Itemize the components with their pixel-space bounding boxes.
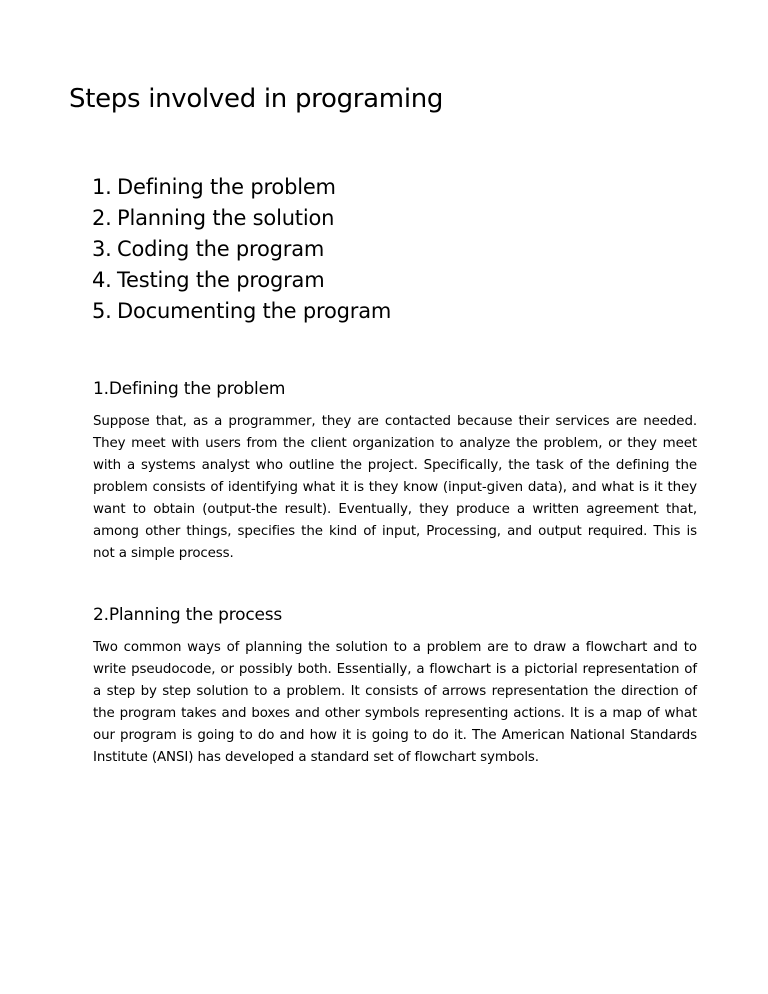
section-heading-defining-problem: 1.Defining the problem bbox=[93, 379, 286, 399]
list-item bbox=[92, 296, 391, 327]
step-label: Defining the problem bbox=[117, 175, 336, 199]
step-number: 3. bbox=[92, 237, 112, 261]
step-label: Testing the program bbox=[117, 268, 325, 292]
list-item bbox=[92, 234, 391, 265]
step-number: 4. bbox=[92, 268, 112, 292]
steps-list bbox=[92, 172, 391, 327]
step-number: 5. bbox=[92, 299, 112, 323]
section-body-defining-problem: Suppose that, as a programmer, they are contacted because their services are needed. They meet with users from the client organization to analyze the problem, or they meet with a systems analyst who outline the project. Specifically, the task of the defining the problem consists of identifying what it is they know (input-given data), and what is it they want to obtain (output-the result). Eventually, they produce a written agreement that, among other things, specifies the kind of input, Processing, and output required. This is not a simple process. bbox=[93, 414, 697, 561]
list-item bbox=[92, 203, 391, 234]
step-number: 1. bbox=[92, 175, 112, 199]
step-label: Coding the program bbox=[117, 237, 325, 261]
section-body-planning-process: Two common ways of planning the solution to a problem are to draw a flowchart and to write pseudocode, or possibly both. Essentially, a flowchart is a pictorial representation of a step by step solution to a problem. It consists of arrows representation the direction of the program takes and boxes and other symbols representing actions. It is a map of what our program is going to do and how it is going to do it. The American National Standards Institute (ANSI) has developed a standard set of flowchart symbols. bbox=[93, 640, 697, 765]
section-heading-planning-process: 2.Planning the process bbox=[93, 605, 283, 625]
page-title: Steps involved in programing bbox=[69, 84, 444, 114]
list-item bbox=[92, 172, 391, 203]
step-label: Documenting the program bbox=[117, 299, 392, 323]
list-item bbox=[92, 265, 391, 296]
step-label: Planning the solution bbox=[117, 206, 335, 230]
step-number: 2. bbox=[92, 206, 112, 230]
